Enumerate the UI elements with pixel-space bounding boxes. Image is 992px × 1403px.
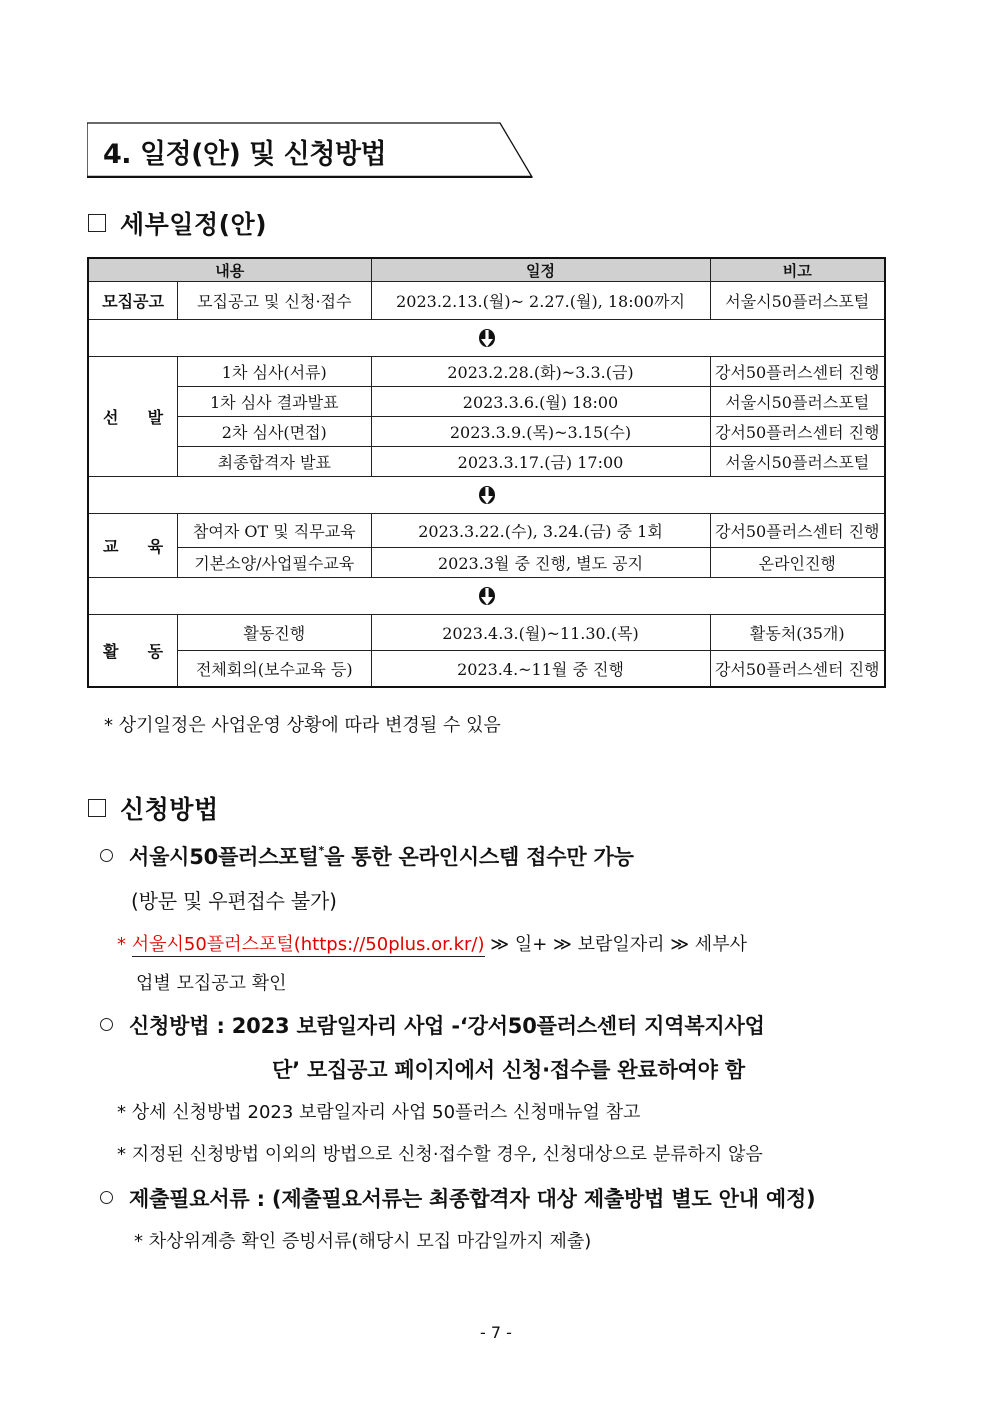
cell-date: 2023.3.9.(목)~3.15(수) (371, 417, 710, 447)
portal-link[interactable]: 서울시50플러스포털(https://50plus.or.kr/) (131, 934, 485, 955)
table-row (88, 615, 885, 651)
cell-note: 서울시50플러스포털 (710, 447, 885, 477)
cell-item: 전체회의(보수교육 등) (178, 651, 371, 688)
application-heading-text: 신청방법 (120, 795, 219, 824)
cell-note: 강서50플러스센터 진행 (710, 417, 885, 447)
cell-date: 2023.4.~11월 중 진행 (371, 651, 710, 688)
cell-note: 강서50플러스센터 진행 (710, 514, 885, 548)
cell-item: 2차 심사(면접) (178, 417, 371, 447)
cell-item: 최종합격자 발표 (178, 447, 371, 477)
cell-date: 2023.3.22.(수), 3.24.(금) 중 1회 (371, 514, 710, 548)
cell-date: 2023.3.17.(금) 17:00 (371, 447, 710, 477)
cell-note: 강서50플러스센터 진행 (710, 357, 885, 387)
cell-item: 참여자 OT 및 직무교육 (178, 514, 371, 548)
schedule-footnote: * 상기일정은 사업운영 상황에 따라 변경될 수 있음 (104, 715, 501, 736)
down-arrow-icon (478, 328, 496, 348)
arrow-row (88, 578, 885, 615)
arrow-row (88, 477, 885, 514)
bullet-application-method-line2: 단’ 모집공고 페이지에서 신청·접수를 완료하여야 함 (272, 1058, 745, 1082)
table-header-row (88, 258, 885, 282)
group-label-selection: 선 발 (88, 357, 178, 477)
cell-item: 모집공고 및 신청·접수 (178, 282, 371, 320)
cell-date: 2023.3월 중 진행, 별도 공지 (371, 548, 710, 578)
schedule-heading (88, 205, 267, 241)
circle-bullet-icon (100, 1018, 113, 1031)
cell-note: 서울시50플러스포털 (710, 387, 885, 417)
section-title: 4. 일정(안) 및 신청방법 (103, 139, 387, 170)
cell-item: 기본소양/사업필수교육 (178, 548, 371, 578)
table-row (88, 387, 885, 417)
bullet-application-method: 신청방법 : 2023 보람일자리 사업 -‘강서50플러스센터 지역복지사업 (100, 1010, 765, 1040)
note-manual: * 상세 신청방법 2023 보람일자리 사업 50플러스 신청매뉴얼 참고 (117, 1102, 641, 1123)
table-row (88, 417, 885, 447)
arrow-cell (88, 578, 885, 615)
down-arrow-icon (478, 485, 496, 505)
circle-bullet-icon (100, 1191, 113, 1204)
circle-bullet-icon (100, 849, 113, 862)
cell-note: 활동처(35개) (710, 615, 885, 651)
arrow-cell (88, 477, 885, 514)
bullet-online-only: 서울시50플러스포털*을 통한 온라인시스템 접수만 가능 (100, 841, 634, 871)
arrow-cell (88, 320, 885, 357)
portal-link-note-line2: 업별 모집공고 확인 (136, 973, 287, 994)
table-row (88, 514, 885, 548)
cell-date: 2023.2.28.(화)~3.3.(금) (371, 357, 710, 387)
application-heading (88, 790, 219, 826)
table-row (88, 357, 885, 387)
cell-item: 1차 심사 결과발표 (178, 387, 371, 417)
arrow-row (88, 320, 885, 357)
section-header-banner (87, 122, 533, 178)
table-row (88, 548, 885, 578)
cell-item: 1차 심사(서류) (178, 357, 371, 387)
cell-date: 2023.3.6.(월) 18:00 (371, 387, 710, 417)
note-other-methods: * 지정된 신청방법 이외의 방법으로 신청·접수할 경우, 신청대상으로 분류하지 않음 (117, 1144, 763, 1165)
portal-link-note: * 서울시50플러스포털(https://50plus.or.kr/) ≫ 일+ ≫ 보람일자리 ≫ 세부사 (117, 934, 747, 955)
cell-date: 2023.2.13.(월)~ 2.27.(월), 18:00까지 (371, 282, 710, 320)
col-header-remarks: 비고 (710, 258, 885, 282)
table-row (88, 447, 885, 477)
cell-date: 2023.4.3.(월)~11.30.(목) (371, 615, 710, 651)
group-label-recruit: 모집공고 (88, 282, 178, 320)
down-arrow-icon (478, 586, 496, 606)
checkbox-square-icon (88, 214, 106, 232)
col-header-schedule: 일정 (371, 258, 710, 282)
cell-note: 강서50플러스센터 진행 (710, 651, 885, 688)
group-label-education: 교 육 (88, 514, 178, 578)
checkbox-square-icon (88, 799, 106, 817)
table-row (88, 282, 885, 320)
col-header-content: 내용 (88, 258, 371, 282)
cell-item: 활동진행 (178, 615, 371, 651)
schedule-table (87, 257, 886, 688)
cell-note: 서울시50플러스포털 (710, 282, 885, 320)
cell-note: 온라인진행 (710, 548, 885, 578)
table-row (88, 651, 885, 688)
schedule-heading-text: 세부일정(안) (120, 210, 268, 239)
note-required-docs: * 차상위계층 확인 증빙서류(해당시 모집 마감일까지 제출) (134, 1231, 592, 1252)
page-number: - 7 - (480, 1323, 512, 1342)
bullet-online-only-line2: (방문 및 우편접수 불가) (131, 889, 337, 913)
group-label-activity: 활 동 (88, 615, 178, 688)
bullet-required-docs: 제출필요서류 : (제출필요서류는 최종합격자 대상 제출방법 별도 안내 예정) (100, 1183, 815, 1213)
